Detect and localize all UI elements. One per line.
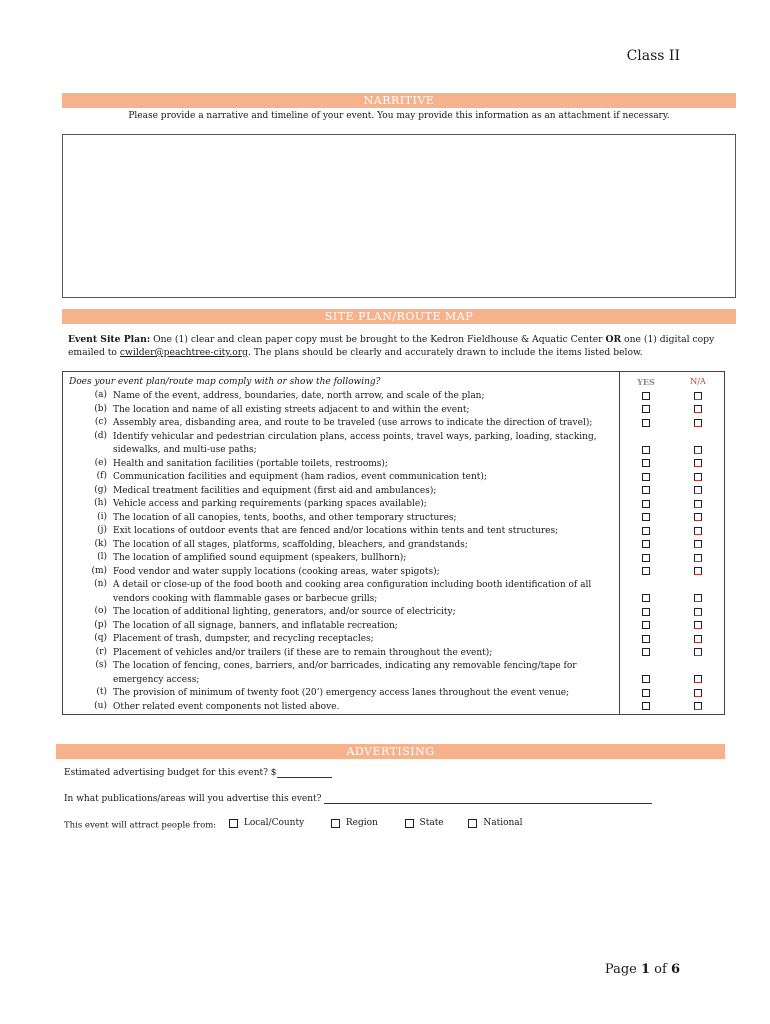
na-checkbox[interactable] [694, 621, 702, 629]
na-checkbox[interactable] [694, 446, 702, 454]
site-plan-text-2: one (1) digital copy emailed to [68, 334, 715, 358]
item-text: Name of the event, address, boundaries, date, north arrow, and scale of the plan; [113, 391, 485, 401]
item-label: (k) [94, 538, 107, 549]
na-checkbox[interactable] [694, 513, 702, 521]
budget-field[interactable] [277, 777, 332, 778]
na-cell [672, 404, 725, 418]
yes-checkbox[interactable] [642, 554, 650, 562]
na-cell [672, 633, 725, 647]
item-text: Placement of vehicles and/or trailers (if these are to remain throughout the event); [113, 647, 493, 658]
budget-line [64, 768, 332, 778]
item-label: (n) [94, 579, 107, 589]
na-column-header: N/A [690, 377, 706, 386]
na-cell [672, 390, 725, 404]
checkbox[interactable] [405, 819, 414, 828]
item-text: Food vendor and water supply locations (cooking areas, water spigots); [113, 566, 440, 577]
site-plan-lead: Event Site Plan: [68, 334, 151, 345]
na-checkbox[interactable] [694, 486, 702, 494]
site-plan-text-1: One (1) clear and clean paper copy must be brought to the Kedron Fieldhouse & Aquatic Center [150, 334, 606, 345]
item-text: The location of all signage, banners, and inflatable recreation; [113, 620, 398, 631]
yes-cell [620, 525, 673, 539]
na-checkbox[interactable] [694, 554, 702, 562]
na-checkbox[interactable] [694, 608, 702, 616]
yes-cell [620, 417, 673, 431]
attract-label: This event will attract people from: [64, 820, 217, 831]
narrative-text-area[interactable] [62, 134, 736, 298]
option-label: National [483, 818, 523, 828]
checklist-question: Does your event plan/route map comply with or show the following? [69, 377, 381, 387]
checklist-row [63, 471, 725, 485]
na-checkbox[interactable] [694, 594, 702, 602]
item-text: Identify vehicular and pedestrian circulation plans, access points, travel ways, parking, loading, stacking, sidewalks, and multi-use paths; [113, 431, 597, 455]
yes-checkbox[interactable] [642, 702, 650, 710]
item-label: (f) [96, 471, 107, 481]
yes-cell [620, 512, 673, 526]
na-cell [672, 620, 725, 634]
yes-checkbox[interactable] [642, 689, 650, 697]
option-local-county[interactable] [229, 818, 304, 828]
item-label: (o) [94, 606, 107, 616]
yes-cell [620, 620, 673, 634]
na-checkbox[interactable] [694, 459, 702, 467]
item-label: (l) [97, 552, 107, 562]
item-text: A detail or close-up of the food booth and cooking area configuration including booth identification of all vendors cooking with flammable gases or barbecue grills; [113, 580, 592, 604]
narrative-heading: NARRITIVE [62, 93, 736, 108]
of-word: of [654, 962, 667, 977]
na-cell [672, 498, 725, 512]
yes-cell [620, 606, 673, 620]
na-cell [672, 485, 725, 499]
publications-label: In what publications/areas will you advertise this event? [64, 794, 322, 804]
item-text: The location and name of all existing streets adjacent to and within the event; [113, 404, 470, 415]
item-label: (q) [94, 633, 107, 643]
checklist-header-row [63, 372, 725, 391]
checklist-row [63, 458, 725, 472]
budget-label: Estimated advertising budget for this event? $ [64, 768, 277, 778]
checklist-row [63, 566, 725, 580]
na-cell [672, 431, 725, 458]
publications-line [64, 794, 652, 804]
yes-checkbox[interactable] [642, 446, 650, 454]
na-checkbox[interactable] [694, 635, 702, 643]
na-cell [672, 458, 725, 472]
na-cell [672, 525, 725, 539]
na-cell [672, 579, 725, 606]
item-text: The location of amplified sound equipment (speakers, bullhorn); [113, 553, 407, 563]
na-checkbox[interactable] [694, 567, 702, 575]
item-text: Communication facilities and equipment (ham radios, event communication tent); [113, 472, 487, 482]
option-label: Local/County [243, 818, 305, 828]
checklist-row [63, 539, 725, 553]
yes-checkbox[interactable] [642, 648, 650, 656]
item-label: (a) [94, 390, 107, 400]
item-label: (g) [94, 484, 107, 495]
checkbox[interactable] [229, 819, 238, 828]
yes-cell [620, 579, 673, 606]
yes-checkbox[interactable] [642, 405, 650, 413]
na-cell [672, 647, 725, 661]
yes-cell [620, 539, 673, 553]
checklist-row [63, 701, 725, 715]
site-plan-instructions [68, 333, 728, 359]
item-label: (m) [91, 565, 107, 576]
checklist-row [63, 485, 725, 499]
na-cell [672, 660, 725, 687]
checklist-row [63, 404, 725, 418]
yes-column-header: YES [620, 372, 673, 391]
na-cell [672, 471, 725, 485]
site-plan-heading: SITE PLAN/ROUTE MAP [62, 309, 736, 324]
item-label: (r) [95, 646, 107, 657]
checklist-row [63, 431, 725, 458]
item-label: (u) [94, 700, 107, 711]
na-cell [672, 566, 725, 580]
na-checkbox[interactable] [694, 689, 702, 697]
na-cell [672, 701, 725, 715]
yes-checkbox[interactable] [642, 473, 650, 481]
yes-cell [620, 404, 673, 418]
item-label: (i) [97, 511, 107, 522]
na-checkbox[interactable] [694, 648, 702, 656]
checklist-row [63, 417, 725, 431]
checklist-row [63, 512, 725, 526]
page-total: 6 [670, 962, 680, 977]
checklist-row [63, 498, 725, 512]
checklist-row [63, 552, 725, 566]
yes-checkbox[interactable] [642, 392, 650, 400]
yes-cell [620, 431, 673, 458]
na-cell [672, 606, 725, 620]
site-plan-or: OR [605, 334, 622, 345]
yes-cell [620, 498, 673, 512]
page-word: Page [604, 962, 637, 977]
option-region[interactable] [331, 818, 378, 828]
yes-checkbox[interactable] [642, 621, 650, 629]
yes-checkbox[interactable] [642, 486, 650, 494]
yes-checkbox[interactable] [642, 459, 650, 467]
item-label: (b) [94, 403, 107, 414]
yes-checkbox[interactable] [642, 675, 650, 683]
attract-line [64, 818, 523, 831]
item-label: (p) [94, 619, 107, 630]
checkbox[interactable] [331, 819, 340, 828]
checklist-row [63, 606, 725, 620]
option-national[interactable] [468, 818, 522, 828]
checkbox[interactable] [468, 819, 477, 828]
option-label: Region [345, 818, 378, 828]
checklist-row [63, 525, 725, 539]
yes-cell [620, 687, 673, 701]
yes-cell [620, 566, 673, 580]
yes-cell [620, 458, 673, 472]
na-checkbox[interactable] [694, 405, 702, 413]
item-text: Assembly area, disbanding area, and route to be traveled (use arrows to indicate the direction of travel); [113, 418, 593, 428]
na-cell [672, 552, 725, 566]
na-cell [672, 512, 725, 526]
item-label: (s) [95, 660, 107, 670]
item-text: The location of all stages, platforms, scaffolding, bleachers, and grandstands; [113, 539, 468, 550]
item-label: (d) [94, 430, 107, 441]
yes-cell [620, 552, 673, 566]
na-cell [672, 687, 725, 701]
item-text: Medical treatment facilities and equipment (first aid and ambulances); [113, 485, 437, 496]
yes-cell [620, 660, 673, 687]
item-text: Placement of trash, dumpster, and recycling receptacles; [113, 634, 374, 644]
yes-cell [620, 390, 673, 404]
site-plan-checklist [62, 371, 725, 715]
checklist-row [63, 390, 725, 404]
na-cell [672, 417, 725, 431]
checklist-row [63, 660, 725, 687]
site-plan-text-3: . The plans should be clearly and accurately drawn to include the items listed below. [248, 347, 643, 358]
item-label: (t) [96, 687, 107, 697]
na-checkbox[interactable] [694, 392, 702, 400]
item-text: Other related event components not listed above. [113, 701, 340, 712]
yes-cell [620, 647, 673, 661]
na-cell [672, 539, 725, 553]
item-text: The location of additional lighting, generators, and/or source of electricity; [113, 607, 456, 617]
yes-checkbox[interactable] [642, 540, 650, 548]
narrative-instruction: Please provide a narrative and timeline of your event. You may provide this information as an attachment if necessary. [128, 111, 670, 121]
checklist-row [63, 687, 725, 701]
yes-checkbox[interactable] [642, 608, 650, 616]
yes-cell [620, 701, 673, 715]
checklist-row [63, 633, 725, 647]
advertising-heading: ADVERTISING [56, 744, 725, 759]
yes-checkbox[interactable] [642, 500, 650, 508]
item-text: The location of fencing, cones, barriers, and/or barricades, indicating any removable fencing/tape for emergency access; [113, 661, 577, 685]
checklist-row [63, 647, 725, 661]
yes-checkbox[interactable] [642, 513, 650, 521]
item-label: (h) [94, 498, 107, 508]
na-checkbox[interactable] [694, 419, 702, 427]
item-label: (j) [97, 525, 107, 535]
item-text: The provision of minimum of twenty foot (20’) emergency access lanes throughout the event venue; [113, 688, 570, 698]
na-checkbox[interactable] [694, 500, 702, 508]
option-state[interactable] [405, 818, 444, 828]
na-checkbox[interactable] [694, 473, 702, 481]
yes-cell [620, 485, 673, 499]
yes-cell [620, 633, 673, 647]
publications-field[interactable] [324, 803, 652, 804]
na-checkbox[interactable] [694, 540, 702, 548]
item-text: Exit locations of outdoor events that are fenced and/or locations within tents and tent structures; [113, 526, 559, 536]
item-label: (c) [94, 417, 107, 427]
yes-checkbox[interactable] [642, 635, 650, 643]
item-text: Health and sanitation facilities (portable toilets, restrooms); [113, 458, 388, 469]
na-checkbox[interactable] [694, 675, 702, 683]
yes-checkbox[interactable] [642, 567, 650, 575]
email-link[interactable]: cwilder@peachtree-city.org [119, 347, 249, 358]
item-text: Vehicle access and parking requirements (parking spaces available); [113, 499, 427, 509]
yes-checkbox[interactable] [642, 527, 650, 535]
class-label: Class II [626, 48, 680, 64]
checklist-row [63, 579, 725, 606]
page-footer [605, 962, 680, 977]
yes-cell [620, 471, 673, 485]
yes-checkbox[interactable] [642, 419, 650, 427]
option-label: State [419, 818, 444, 828]
page-number: 1 [640, 962, 651, 977]
na-checkbox[interactable] [694, 527, 702, 535]
yes-checkbox[interactable] [642, 594, 650, 602]
item-label: (e) [94, 457, 107, 468]
na-checkbox[interactable] [694, 702, 702, 710]
item-text: The location of all canopies, tents, booths, and other temporary structures; [113, 512, 457, 523]
checklist-row [63, 620, 725, 634]
